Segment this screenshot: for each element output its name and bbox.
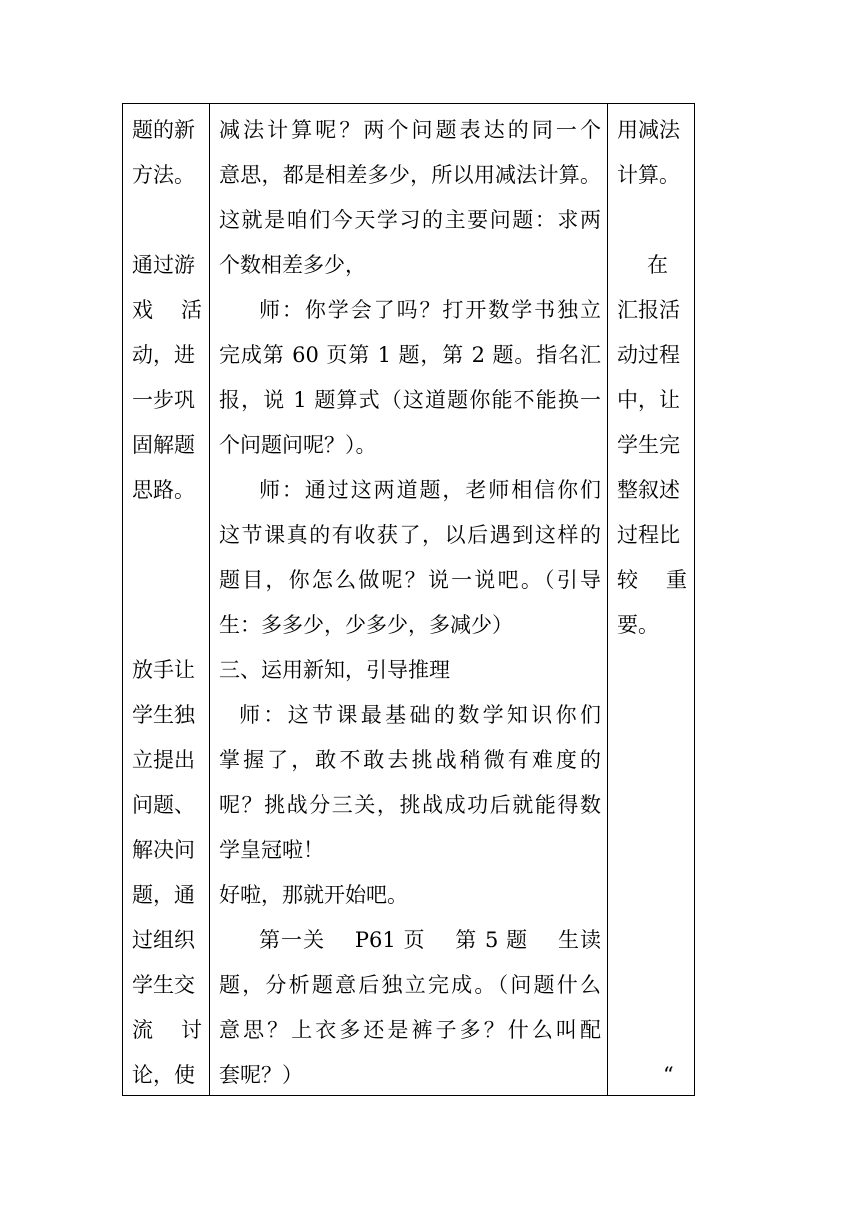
process-line: 学皇冠啦！ (219, 838, 324, 862)
process-line: 题目，你怎么做呢？说一说吧。（引导 (219, 568, 601, 592)
note-line: 汇报活 (617, 298, 680, 322)
left-word: 流 (132, 1018, 153, 1042)
left-line: 立提出 (132, 748, 195, 772)
note-line: 计算。 (617, 163, 680, 187)
note-line: 整叙述 (617, 478, 680, 502)
left-line: 动，进 (132, 343, 195, 367)
left-line: 思路。 (132, 478, 195, 502)
left-word: 讨 (181, 1018, 202, 1042)
process-line: 呢？挑战分三关，挑战成功后就能得数 (219, 793, 601, 817)
note-line (617, 568, 687, 592)
left-line: 问题、 (132, 793, 195, 817)
process-line: 意思，都是相差多少，所以用减法计算。 (219, 163, 601, 187)
process-line: 师：通过这两道题，老师相信你们 (259, 478, 601, 502)
teaching-process-column (209, 104, 608, 1095)
left-line: 放手让 (132, 658, 195, 682)
process-line: 个问题问呢？）。 (219, 433, 377, 457)
process-line: 师：你学会了吗？打开数学书独立 (259, 298, 601, 322)
left-line: 解决问 (132, 838, 195, 862)
left-line: 题的新 (132, 118, 195, 142)
left-line (132, 1018, 202, 1042)
process-line: 师：这节课最基础的数学知识你们 (239, 703, 601, 727)
section-heading: 三、运用新知，引导推理 (219, 658, 450, 682)
note-line: 在 (647, 253, 668, 277)
process-line: 减法计算呢？两个问题表达的同一个 (219, 118, 601, 142)
note-word: 重 (666, 568, 687, 592)
process-line: 这就是咱们今天学习的主要问题：求两 (219, 208, 601, 232)
process-line: 意思？上衣多还是裤子多？什么叫配 (219, 1018, 601, 1042)
process-line: 套呢？） (219, 1063, 303, 1087)
left-line: 方法。 (132, 163, 195, 187)
note-line: 动过程 (617, 343, 680, 367)
process-line: 第一关 P61 页 第 5 题 生读 (259, 928, 601, 952)
left-line: 一步巩 (132, 388, 195, 412)
note-line: 用减法 (617, 118, 680, 142)
process-line: 报，说 1 题算式（这道题你能不能换一 (219, 388, 601, 412)
process-line: 完成第 60 页第 1 题，第 2 题。指名汇 (219, 343, 601, 367)
process-line: 个数相差多少， (219, 253, 366, 277)
left-line (132, 298, 202, 322)
left-line: 论，使 (132, 1063, 195, 1087)
left-line: 题，通 (132, 883, 195, 907)
design-intent-column (123, 104, 209, 1095)
note-line: 中，让 (617, 388, 680, 412)
note-line: “ (663, 1063, 674, 1087)
left-line: 固解题 (132, 433, 195, 457)
lesson-plan-table (122, 103, 695, 1096)
left-word: 戏 (132, 298, 153, 322)
process-line: 生：多多少，少多少，多减少） (219, 613, 513, 637)
note-word: 较 (617, 568, 638, 592)
note-line: 过程比 (617, 523, 680, 547)
left-line: 学生独 (132, 703, 195, 727)
left-line: 通过游 (132, 253, 195, 277)
process-line: 好啦，那就开始吧。 (219, 883, 408, 907)
left-word: 活 (181, 298, 202, 322)
left-line: 学生交 (132, 973, 195, 997)
note-line: 学生完 (617, 433, 680, 457)
design-notes-column (608, 104, 694, 1095)
note-line: 要。 (617, 613, 659, 637)
process-line: 掌握了，敢不敢去挑战稍微有难度的 (219, 748, 601, 772)
process-line: 题，分析题意后独立完成。（问题什么 (219, 973, 601, 997)
process-line: 这节课真的有收获了，以后遇到这样的 (219, 523, 601, 547)
left-line: 过组织 (132, 928, 195, 952)
